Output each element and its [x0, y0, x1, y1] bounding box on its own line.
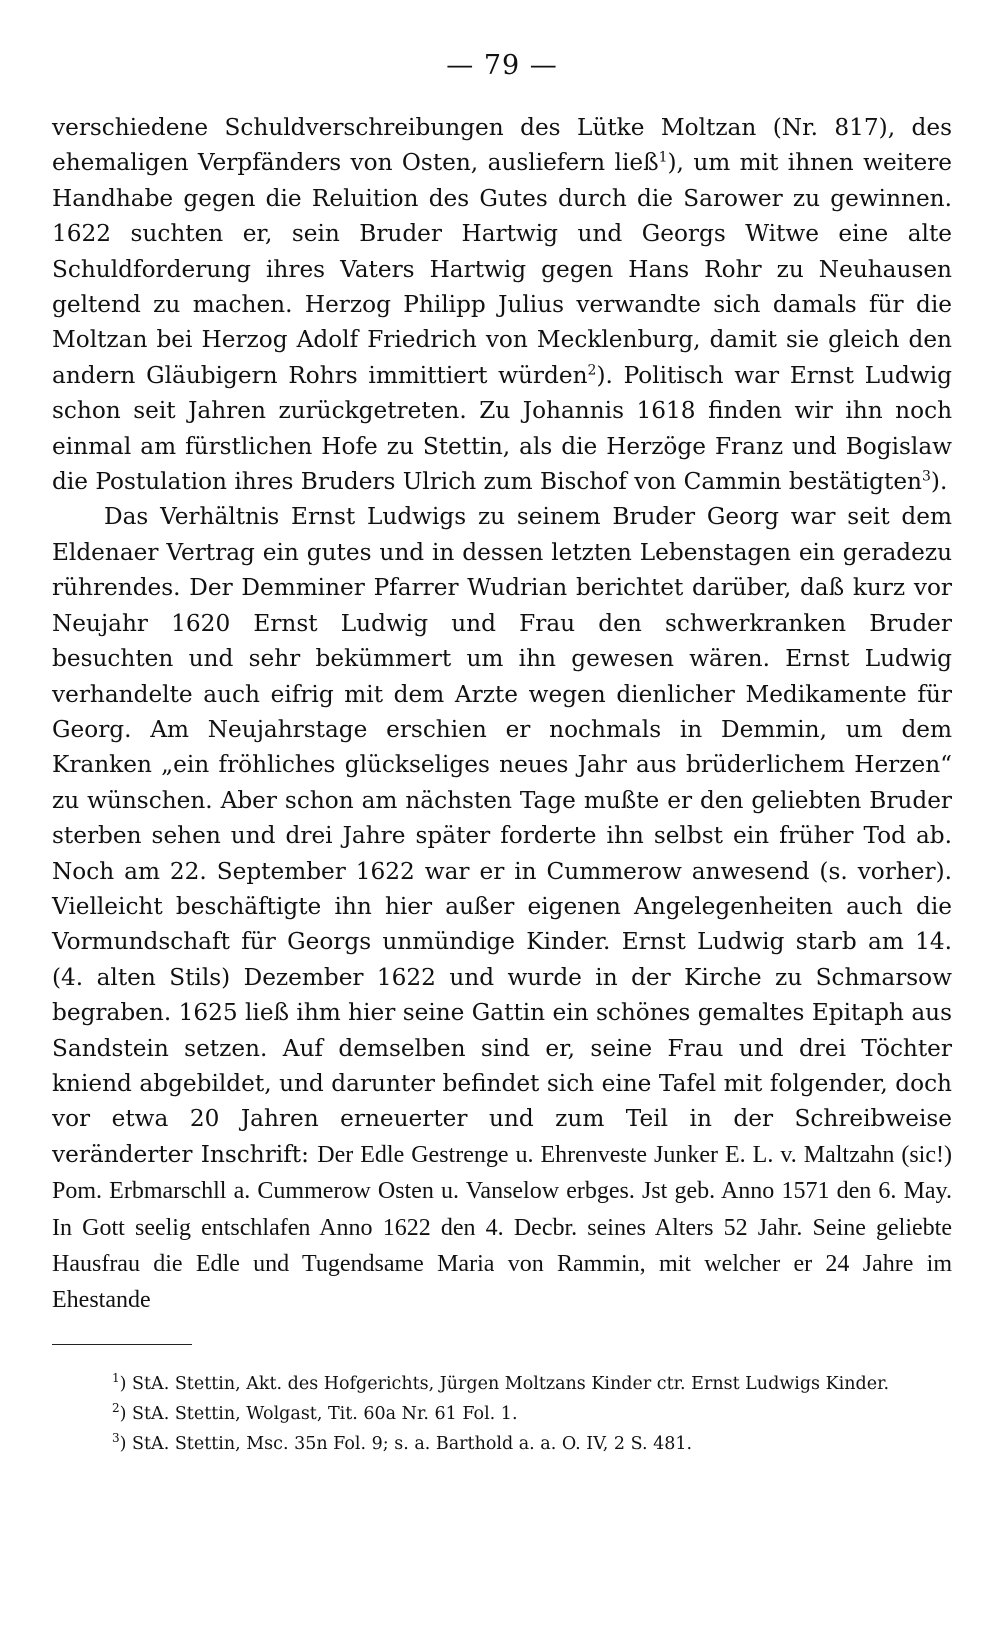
paragraph-2-text: Das Verhältnis Ernst Ludwigs zu seinem Bruder Georg war seit dem Eldenaer Vertrag ein gutes und in dessen letzten Lebenstagen ein geradezu rührendes. Der Demminer Pfarrer Wudrian berichtet darüber, daß kurz vor Neujahr 1620 Ernst Ludwig und Frau den schwerkranken Bruder besuchten und sehr bekümmert um ihn gewesen wären. Ernst Ludwig verhandelte auch eifrig mit dem Arzte wegen dienlicher Medikamente für Georg. Am Neujahrstage erschien er nochmals in Demmin, um dem Kranken „ein fröhliches glückseliges neues Jahr aus brüderlichem Herzen“ zu wünschen. Aber schon am nächsten Tage mußte er den geliebten Bruder sterben sehen und drei Jahre später forderte ihn selbst ein früher Tod ab. Noch am 22. September 1622 war er in Cummerow anwesend (s. vorher). Vielleicht beschäftigte ihn hier außer eigenen Angelegenheiten auch die Vormundschaft für Georgs unmündige Kinder. Ernst Ludwig starb am 14. (4. alten Stils) Dezember 1622 und wurde in der Kirche zu Schmarsow begraben. 1625 ließ ihm hier seine Gattin ein schönes gemaltes Epitaph aus Sandstein setzen. Auf demselben sind er, seine Frau und drei Töchter kniend abgebildet, und darunter befindet sich eine Tafel mit folgender, doch vor etwa 20 Jahren erneuerter und zum Teil in der Schreibweise veränderter Inschrift: — [52, 503, 952, 1168]
footnote-text: ) StA. Stettin, Akt. des Hofgerichts, Jürgen Moltzans Kinder ctr. Ernst Ludwigs Kinder. — [119, 1373, 890, 1394]
footnote-marker: 3 — [112, 1430, 120, 1445]
footnote-text: ) StA. Stettin, Wolgast, Tit. 60a Nr. 61 Fol. 1. — [119, 1403, 518, 1424]
footnote-2 — [52, 1399, 952, 1429]
body-text — [52, 110, 952, 1319]
footnote-marker: 1 — [112, 1370, 120, 1385]
footnote-marker: 2 — [112, 1400, 120, 1415]
footnotes — [52, 1369, 952, 1459]
footnote-1 — [52, 1369, 952, 1399]
footnote-text: ) StA. Stettin, Msc. 35n Fol. 9; s. a. Barthold a. a. O. IV, 2 S. 481. — [119, 1433, 693, 1454]
paragraph-2 — [52, 499, 952, 1318]
footnote-ref-2: 2 — [587, 362, 597, 379]
page-number: — 79 — — [446, 50, 558, 81]
paragraph-1 — [52, 110, 952, 499]
footnote-ref-1: 1 — [658, 149, 668, 166]
footnote-3 — [52, 1429, 952, 1459]
paragraph-1-text-d: ). — [930, 468, 948, 496]
paragraph-1-text-a: verschiedene Schuldverschreibungen des Lütke Moltzan (Nr. 817), des ehemaligen Verpfänders von Osten, ausliefern ließ — [52, 114, 952, 177]
document-page — [52, 44, 952, 1604]
footnote-ref-3: 3 — [922, 468, 931, 485]
epitaph-inscription: Der Edle Gestrenge u. Ehrenveste Junker E. L. v. Maltzahn (sic!) Pom. Erbmarschll a. Cummerow Osten u. Vanselow erbges. Jst geb. Anno 1571 den 6. May. In Gott seelig entschlafen Anno 1622 den 4. Decbr. seines Alters 52 Jahr. Seine geliebte Hausfrau die Edle und Tugendsame Maria von Rammin, mit welcher er 24 Jahre im Ehestande — [52, 1141, 952, 1314]
footnote-divider — [52, 1344, 192, 1345]
paragraph-1-text-c: ). Politisch war Ernst Ludwig schon seit Jahren zurückgetreten. Zu Johannis 1618 finden wir ihn noch einmal am fürstlichen Hofe zu Stettin, als die Herzöge Franz und Bogislaw die Postulation ihres Bruders Ulrich zum Bischof von Cammin bestätigten — [52, 361, 952, 496]
paragraph-1-text-b: ), um mit ihnen weitere Handhabe gegen die Reluition des Gutes durch die Sarower zu gewinnen. 1622 suchten er, sein Bruder Hartwig und Georgs Witwe eine alte Schuldforderung ihres Vaters Hartwig gegen Hans Rohr zu Neuhausen geltend zu machen. Herzog Philipp Julius verwandte sich damals für die Moltzan bei Herzog Adolf Friedrich von Mecklenburg, damit sie gleich den andern Gläubigern Rohrs immittiert würden — [52, 149, 952, 389]
